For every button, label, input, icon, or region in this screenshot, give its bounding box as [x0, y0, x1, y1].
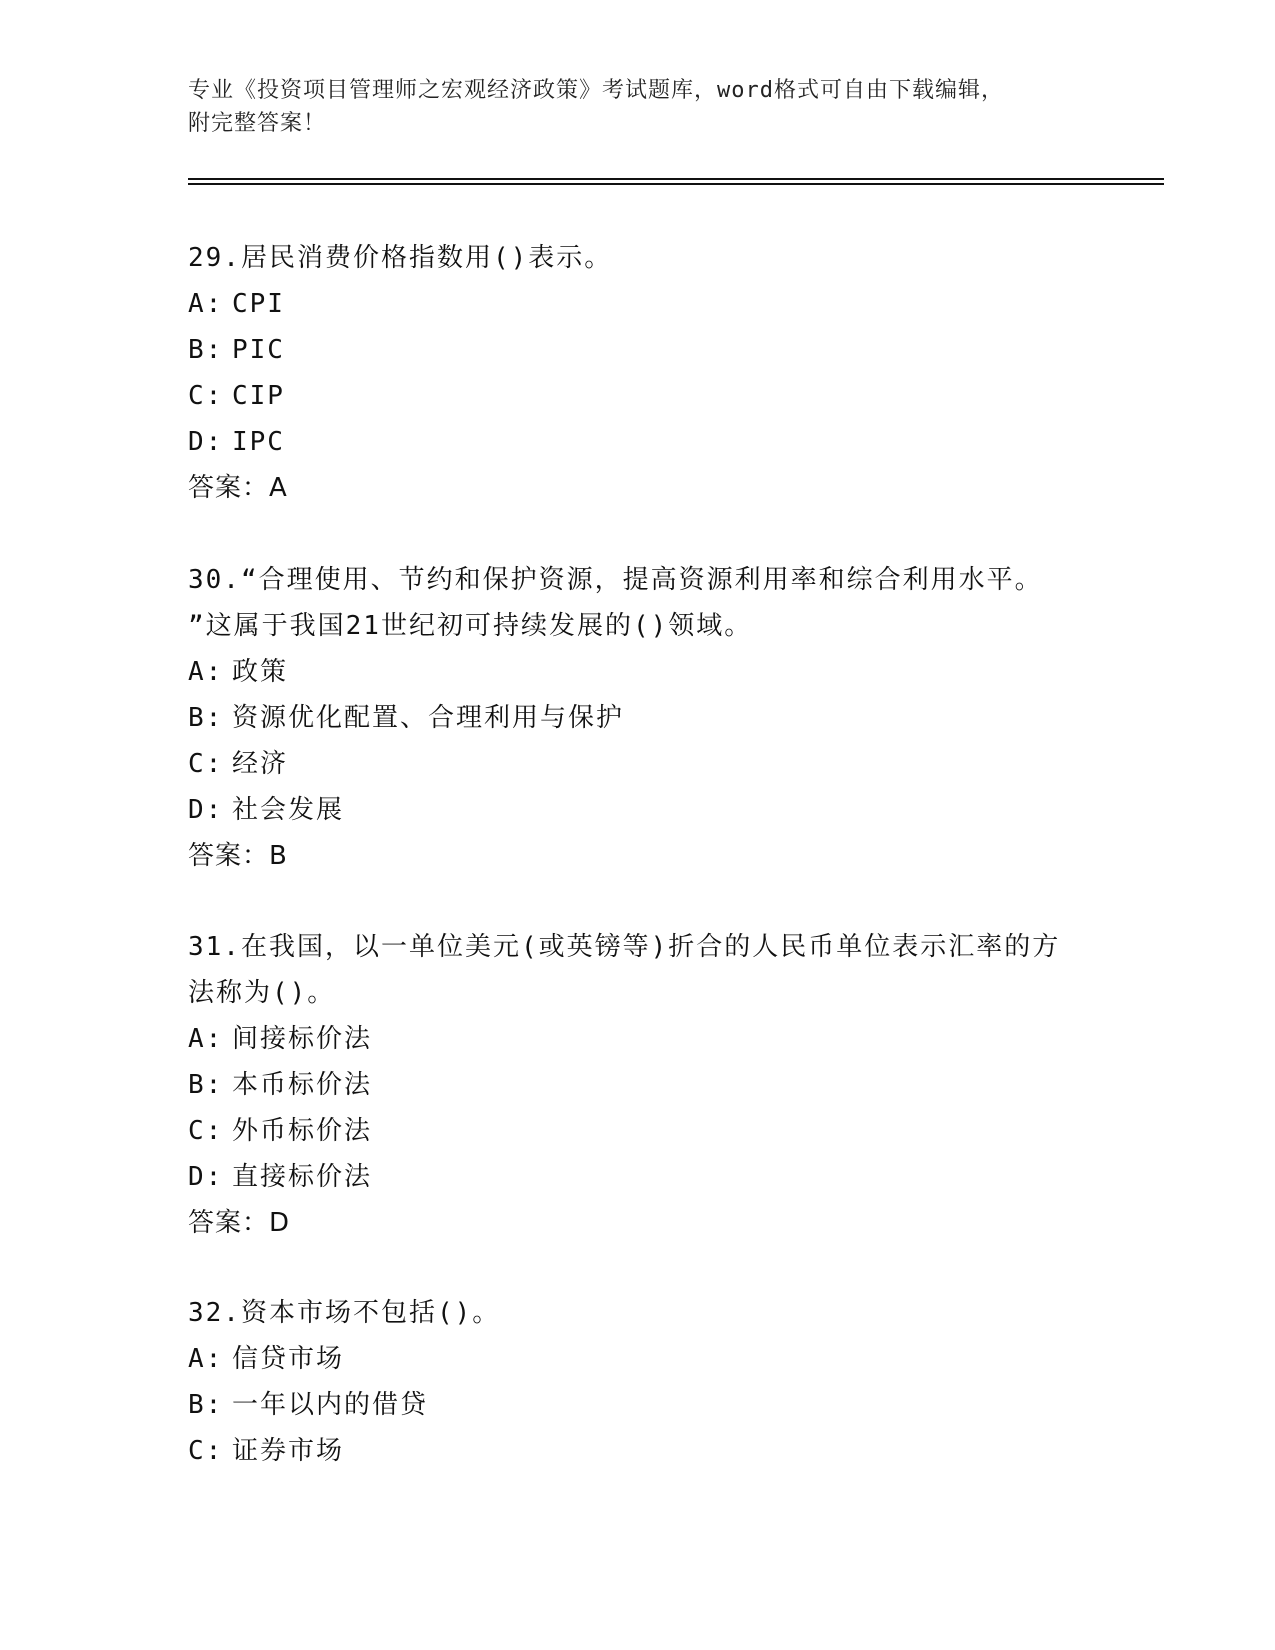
- answer-text: 答案：A: [188, 473, 288, 503]
- question-text: 32.资本市场不包括()。: [188, 1298, 501, 1328]
- question-30: [188, 557, 1088, 879]
- question-text-continued: ”这属于我国21世纪初可持续发展的()领域。: [188, 611, 753, 641]
- option-letter: A:: [188, 289, 224, 319]
- option-text: 外币标价法: [232, 1116, 373, 1146]
- option-letter: D:: [188, 1162, 224, 1192]
- option-b: [188, 1382, 1088, 1428]
- document-header: [188, 74, 1068, 140]
- option-d: [188, 787, 1088, 833]
- option-text: IPC: [232, 427, 285, 457]
- option-text: 社会发展: [232, 795, 345, 825]
- option-b: [188, 1062, 1088, 1108]
- option-d: [188, 419, 1088, 465]
- option-a: [188, 649, 1088, 695]
- option-letter: C:: [188, 381, 224, 411]
- option-letter: A:: [188, 1024, 224, 1054]
- header-line-1: 专业《投资项目管理师之宏观经济政策》考试题库，word格式可自由下载编辑，: [188, 78, 1004, 103]
- option-text: 经济: [232, 749, 289, 779]
- option-c: [188, 373, 1088, 419]
- question-text: 31.在我国，以一单位美元(或英镑等)折合的人民币单位表示汇率的方: [188, 932, 1061, 962]
- option-text: 证券市场: [232, 1436, 345, 1466]
- option-text: CPI: [232, 289, 285, 319]
- option-text: PIC: [232, 335, 285, 365]
- option-text: 直接标价法: [232, 1162, 373, 1192]
- option-b: [188, 327, 1088, 373]
- option-text: 信贷市场: [232, 1344, 345, 1374]
- question-text-continued: 法称为()。: [188, 978, 336, 1008]
- option-a: [188, 1336, 1088, 1382]
- option-letter: A:: [188, 1344, 224, 1374]
- answer-text: 答案：D: [188, 1208, 291, 1238]
- option-text: CIP: [232, 381, 285, 411]
- question-text: 29.居民消费价格指数用()表示。: [188, 243, 613, 273]
- option-a: [188, 1016, 1088, 1062]
- option-a: [188, 281, 1088, 327]
- option-letter: D:: [188, 795, 224, 825]
- option-text: 本币标价法: [232, 1070, 373, 1100]
- option-letter: D:: [188, 427, 224, 457]
- option-b: [188, 695, 1088, 741]
- option-letter: A:: [188, 657, 224, 687]
- option-text: 间接标价法: [232, 1024, 373, 1054]
- option-letter: C:: [188, 749, 224, 779]
- option-letter: B:: [188, 1390, 224, 1420]
- option-letter: B:: [188, 1070, 224, 1100]
- question-32: [188, 1290, 1088, 1474]
- option-text: 一年以内的借贷: [232, 1390, 429, 1420]
- option-text: 资源优化配置、合理利用与保护: [232, 703, 625, 733]
- option-d: [188, 1154, 1088, 1200]
- answer-text: 答案：B: [188, 841, 288, 871]
- option-letter: C:: [188, 1436, 224, 1466]
- question-29: [188, 235, 1088, 511]
- question-31: [188, 924, 1088, 1246]
- header-line-2: 附完整答案！: [188, 111, 327, 136]
- option-letter: B:: [188, 335, 224, 365]
- option-c: [188, 1108, 1088, 1154]
- option-c: [188, 1428, 1088, 1474]
- option-c: [188, 741, 1088, 787]
- option-text: 政策: [232, 657, 289, 687]
- option-letter: C:: [188, 1116, 224, 1146]
- header-divider-top: [188, 178, 1164, 180]
- header-divider-bottom: [188, 183, 1164, 185]
- question-text: 30.“合理使用、节约和保护资源，提高资源利用率和综合利用水平。: [188, 565, 1043, 595]
- option-letter: B:: [188, 703, 224, 733]
